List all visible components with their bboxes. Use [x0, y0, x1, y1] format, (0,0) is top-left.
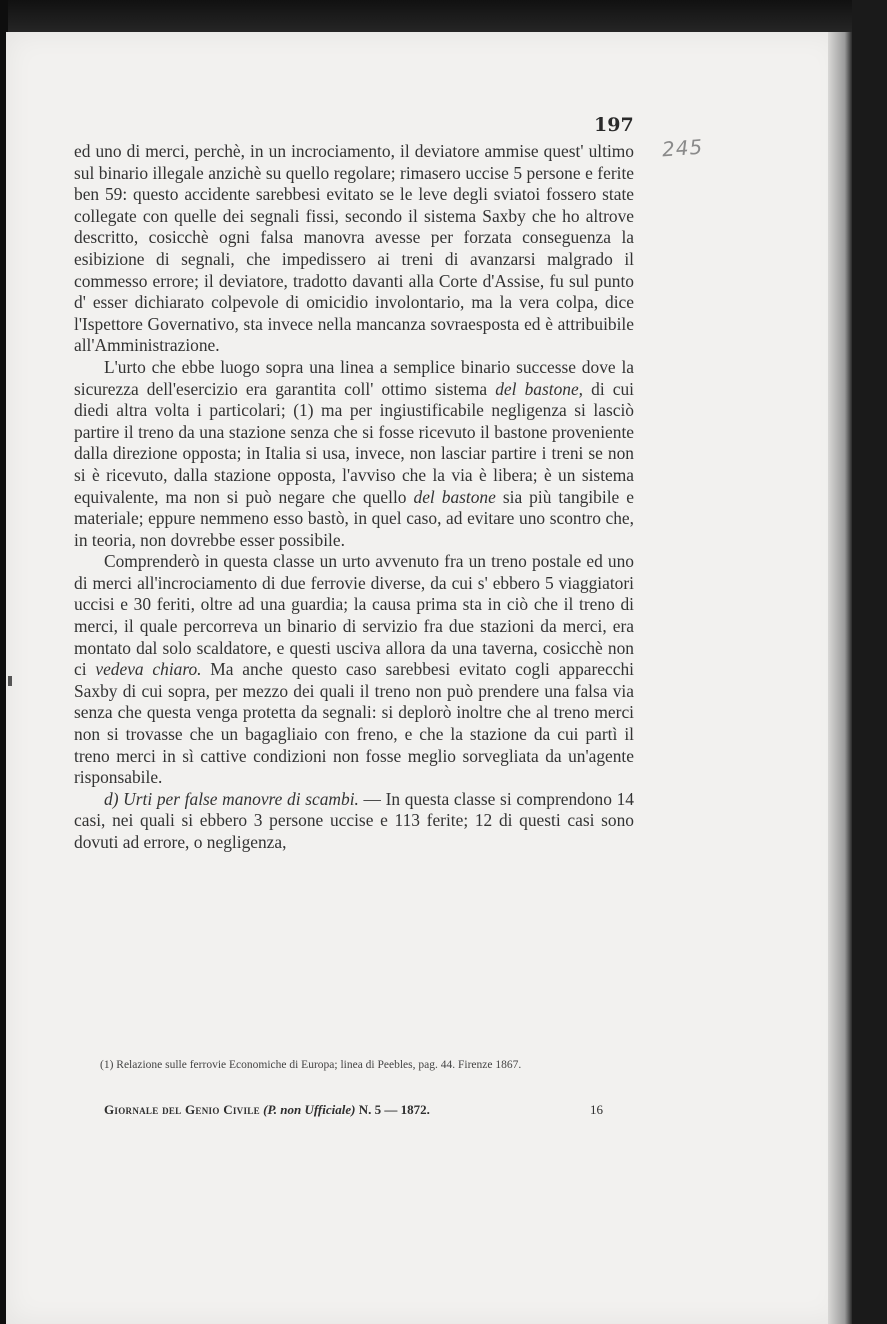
body-text	[74, 141, 634, 854]
page-edge-mark	[8, 676, 12, 686]
paragraph	[74, 357, 634, 551]
footnote: (1) Relazione sulle ferrovie Economiche di Europa; linea di Peebles, pag. 44. Firenze 1867.	[100, 1059, 522, 1071]
text-run: Ma anche questo caso sarebbesi evitato cogli apparecchi Saxby di cui sopra, per mezzo dei quali il treno non può prendere una falsa via senza che questa venga protetta da segnali: si deplorò inoltre che al treno merci non si trovasse che un bagagliaio con freno, e che la stazione da cui partì il treno merci in sì cattive condizioni non fosse meglio sorvegliata da un'agente risponsabile.	[74, 659, 634, 788]
italic-text: d) Urti per false manovre di scambi.	[104, 788, 359, 809]
page-edge-shadow	[828, 32, 852, 1324]
footer-journal-title: Giornale del Genio Civile	[104, 1102, 260, 1117]
text-run: Comprenderò in questa classe un urto avvenuto fra un treno postale ed uno di merci all'incrociamento di due ferrovie diverse, da cui s' ebbero 5 viaggiatori uccisi e 30 feriti, oltre ad una guardia; la causa prima sta in ciò che il treno di merci, il quale percorreva un binario di servizio fra due stazioni da merci, era montato dal solo scaldatore, e questi usciva allora da una taverna, cosicchè non ci	[74, 551, 634, 680]
paragraph	[74, 551, 634, 789]
italic-text: del bastone	[413, 486, 496, 507]
text-run: sia più tangibile e materiale; eppure nemmeno esso bastò, in quel caso, ad evitare uno scontro che, in teoria, non dovrebbe esser possibile.	[74, 486, 634, 550]
footer-edition: (P. non Ufficiale)	[263, 1102, 356, 1117]
text-run: ed uno di merci, perchè, in un incrociamento, il deviatore ammise quest' ultimo sul binario illegale anzichè su quello regolare; rimasero uccise 5 persone e ferite ben 59: questo accidente sarebbesi evitato se le leve degli sviatoi fossero state collegate con quelle dei segnali fissi, secondo il sistema Saxby che ho altrove descritto, cosicchè ogni falsa manovra avesse per forzata conseguenza la esibizione di segnali, che impedissero ai treni di avanzarsi malgrado il commesso errore; il deviatore, tradotto davanti alla Corte d'Assise, fu sul punto d' esser dichiarato colpevole di omicidio involontario, ma la vera colpa, dice l'Ispettore Governativo, sta invece nella mancanza sovraesposta ed è attribuibile all'Amministrazione.	[74, 141, 634, 356]
paragraph	[74, 789, 634, 854]
running-footer	[104, 1102, 604, 1118]
footer-sheet-number: 16	[590, 1102, 603, 1117]
handwritten-archive-number: 245	[661, 134, 704, 162]
paragraph	[74, 141, 634, 357]
text-run: — In questa classe si comprendono 14 casi, nei quali si ebbero 3 persone uccise e 113 ferite; 12 di questi casi sono dovuti ad errore, o negligenza,	[74, 788, 635, 852]
footer-issue: N. 5 — 1872.	[358, 1102, 430, 1117]
italic-text: vedeva chiaro.	[95, 659, 202, 680]
text-run: di cui diedi altra volta i particolari; (1) ma per ingiustificabile negligenza si lasciò partire il treno da una stazione senza che si fosse ricevuto il bastone proveniente dalla direzione opposta; in Italia si usa, invece, non lasciar partire i treni se non si è ricevuto, dalla stazione opposta, l'avviso che la via è libera; è un sistema equivalente, ma non si può negare che quello	[74, 378, 635, 507]
text-run: L'urto che ebbe luogo sopra una linea a semplice binario successe dove la sicurezza dell'esercizio era garantita coll' ottimo sistema	[74, 356, 634, 399]
italic-text: del bastone,	[495, 378, 584, 399]
scan-border-right	[852, 0, 887, 1324]
page-number: 197	[594, 114, 634, 136]
